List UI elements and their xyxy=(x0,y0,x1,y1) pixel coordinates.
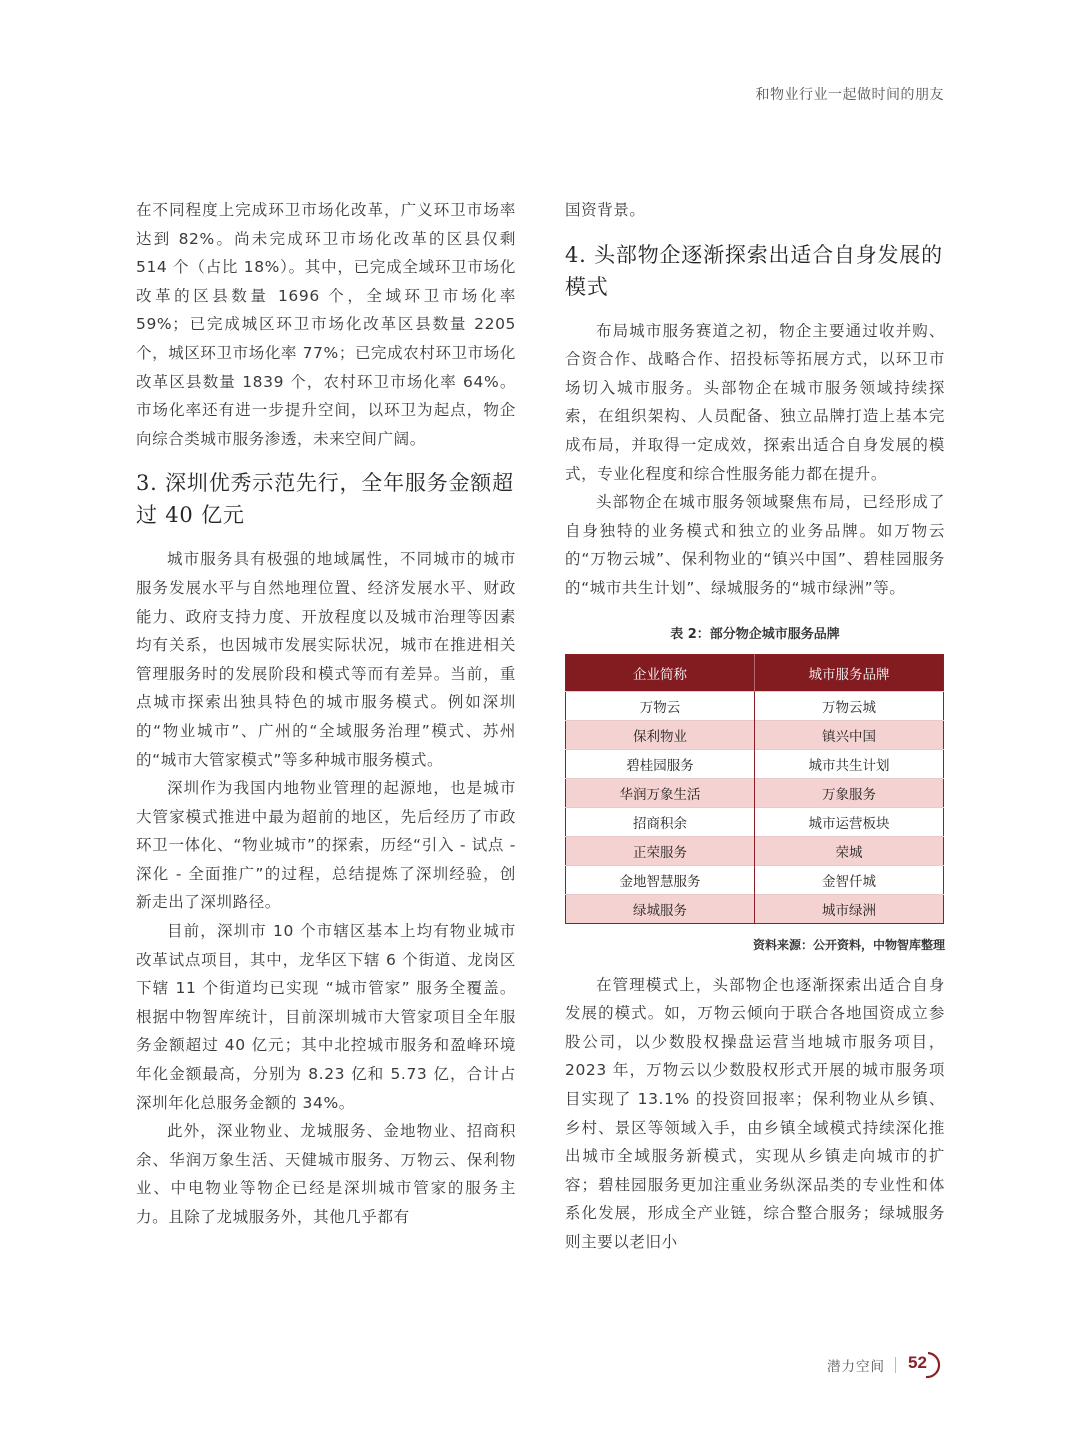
table-source: 资料来源：公开资料，中物智库整理 xyxy=(752,937,945,952)
footer-section-label: 潜力空间 xyxy=(827,1359,885,1375)
right-paragraph-1: 布局城市服务赛道之初，物企主要通过收并购、合资合作、战略合作、招投标等拓展方式，以环卫市场切入城市服务。头部物企在城市服务领域持续探索，在组织架构、人员配备、独立品牌打造上基本完成布局，并取得一定成效，探索出适合自身发展的模式，专业化程度和综合性服务能力都在提升。 xyxy=(565,321,945,483)
table-row xyxy=(566,778,944,807)
table-cell: 荣城 xyxy=(755,836,944,865)
right-paragraph-2: 头部物企在城市服务领域聚焦布局，已经形成了自身独特的业务模式和独立的业务品牌。如万物云的“万物云城”、保利物业的“镇兴中国”、碧桂园服务的“城市共生计划”、绿城服务的“城市绿洲”等。 xyxy=(565,493,945,597)
table-row xyxy=(566,720,944,749)
table-row xyxy=(566,691,944,720)
table-cell: 华润万象生活 xyxy=(566,778,755,807)
table-header-cell: 城市服务品牌 xyxy=(755,654,944,691)
table-cell: 正荣服务 xyxy=(566,836,755,865)
brand-table xyxy=(565,654,944,924)
table-cell: 金智仟城 xyxy=(755,865,944,894)
left-paragraph-5: 此外，深业物业、龙城服务、金地物业、招商积余、华润万象生活、天健城市服务、万物云、保利物业、中电物业等物企已经是深圳城市管家的服务主力。且除了龙城服务外，其他几乎都有 xyxy=(136,1122,516,1226)
table-cell: 城市绿洲 xyxy=(755,894,944,923)
left-paragraph-2: 城市服务具有极强的地域属性，不同城市的城市服务发展水平与自然地理位置、经济发展水平、财政能力、政府支持力度、开放程度以及城市治理等因素均有关系，也因城市发展实际状况，城市在推进相关管理服务时的发展阶段和模式等而有差异。当前，重点城市探索出独具特色的城市服务模式。例如深圳的“物业城市”、广州的“全域服务治理”模式、苏州的“城市大管家模式”等多种城市服务模式。 xyxy=(136,550,516,769)
table-cell: 保利物业 xyxy=(566,720,755,749)
table-cell: 城市共生计划 xyxy=(755,749,944,778)
table-row xyxy=(566,894,944,923)
table-row xyxy=(566,836,944,865)
table-caption: 表 2：部分物企城市服务品牌 xyxy=(670,626,840,642)
right-column xyxy=(565,196,945,1256)
table-cell: 碧桂园服务 xyxy=(566,749,755,778)
page-number: 52 xyxy=(908,1353,927,1372)
page-footer xyxy=(827,1350,946,1380)
table-row xyxy=(566,749,944,778)
table-cell: 镇兴中国 xyxy=(755,720,944,749)
header-tagline: 和物业行业一起做时间的朋友 xyxy=(755,87,944,103)
left-column xyxy=(136,196,516,1232)
left-paragraph-4: 目前，深圳市 10 个市辖区基本上均有物业城市改革试点项目，其中，龙华区下辖 6 个街道、龙岗区下辖 11 个街道均已实现 “城市管家” 服务全覆盖。 根据中物智库统计，目前深圳城市大管家项目全年服务金额超过 40 亿元；其中北控城市服务和盈峰环境年化金额最高，分别为 8.23 亿和 5.73 亿，合计占深圳年化总服务金额的 34%。 xyxy=(136,922,516,1112)
left-paragraph-1: 在不同程度上完成环卫市场化改革，广义环卫市场率达到 82%。尚未完成环卫市场化改革的区县仅剩 514 个（占比 18%）。其中，已完成全域环卫市场化改革的区县数量 1696 个，全域环卫市场化率 59%；已完成城区环卫市场化改革区县数量 2205 个，城区环卫市场化率 77%；已完成农村环卫市场化改革区县数量 1839 个，农村环卫市场化率 64%。市场化率还有进一步提升空间，以环卫为起点，物企向综合类城市服务渗透，未来空间广阔。 xyxy=(136,201,516,448)
table-header-row xyxy=(566,654,944,691)
page-number-badge xyxy=(906,1350,946,1380)
left-paragraph-3: 深圳作为我国内地物业管理的起源地，也是城市大管家模式推进中最为超前的地区，先后经历了市政环卫一体化、“物业城市”的探索，历经“引入 - 试点 - 深化 - 全面推广”的过程，总结提炼了深圳经验，创新走出了深圳路径。 xyxy=(136,779,516,912)
section-heading-4: 4. 头部物企逐渐探索出适合自身发展的模式 xyxy=(565,242,943,299)
footer-divider xyxy=(895,1357,896,1373)
table-cell: 招商积余 xyxy=(566,807,755,836)
table-cell: 绿城服务 xyxy=(566,894,755,923)
table-cell: 城市运营板块 xyxy=(755,807,944,836)
section-heading-3: 3. 深圳优秀示范先行，全年服务金额超过 40 亿元 xyxy=(136,471,514,528)
right-paragraph-0: 国资背景。 xyxy=(565,201,646,219)
table-header-cell: 企业简称 xyxy=(566,654,755,691)
table-cell: 万物云城 xyxy=(755,691,944,720)
table-row xyxy=(566,865,944,894)
table-cell: 金地智慧服务 xyxy=(566,865,755,894)
table-cell: 万象服务 xyxy=(755,778,944,807)
right-paragraph-3: 在管理模式上，头部物企也逐渐探索出适合自身发展的模式。如，万物云倾向于联合各地国资成立参股公司，以少数股权操盘运营当地城市服务项目，2023 年，万物云以少数股权形式开展的城市服务项目实现了 13.1% 的投资回报率；保利物业从乡镇、乡村、景区等领域入手，由乡镇全域模式持续深化推出城市全域服务新模式，实现从乡镇走向城市的扩容；碧桂园服务更加注重业务纵深品类的专业性和体系化发展，形成全产业链，综合整合服务；绿城服务则主要以老旧小 xyxy=(565,975,945,1251)
table-cell: 万物云 xyxy=(566,691,755,720)
table-row xyxy=(566,807,944,836)
